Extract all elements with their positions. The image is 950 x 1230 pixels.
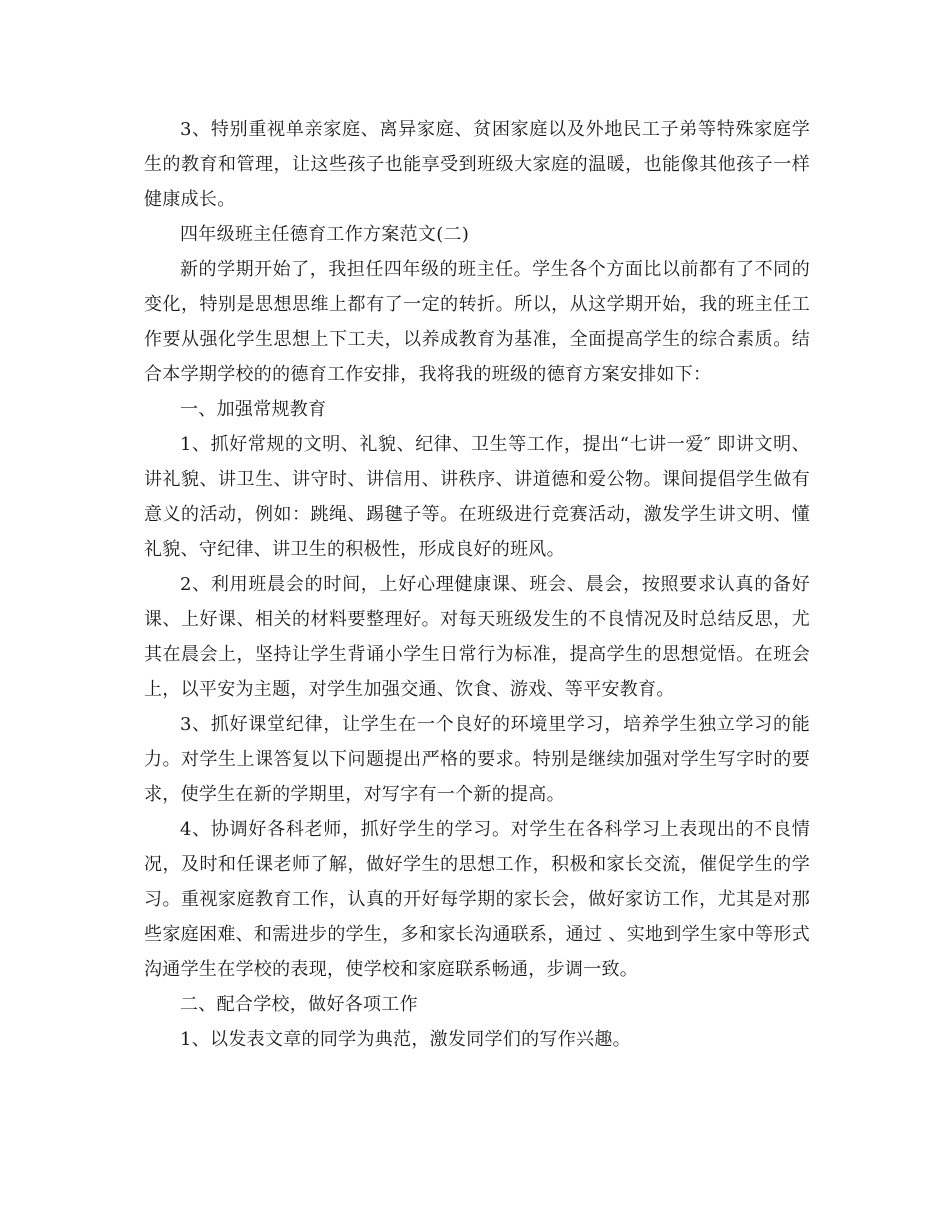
paragraph-writing-interest: 1、以发表文章的同学为典范，激发同学们的写作兴趣。 [180,1029,631,1050]
heading-routine-education: 一、加强常规教育 [180,399,327,420]
section-title: 四年级班主任德育工作方案范文(二) [180,224,470,245]
paragraph-item-2: 2、利用班晨会的时间，上好心理健康课、班会、晨会，按照要求认真的备好课、上好课、相关的材料要整理好。对每天班级发生的不良情况及时总结反思，尤其在晨会上，坚持让学生背诵小学生日常行为标准，提高学生的思想觉悟。在班会上，以平安为主题，对学生加强交通、饮食、游戏、等平安教育。 [144,574,810,700]
paragraph-special-families: 3、特别重视单亲家庭、离异家庭、贫困家庭以及外地民工子弟等特殊家庭学生的教育和管理，让这些孩子也能享受到班级大家庭的温暖，也能像其他孩子一样健康成长。 [144,119,810,210]
paragraph-item-4: 4、协调好各科老师，抓好学生的学习。对学生在各科学习上表现出的不良情况，及时和任课老师了解，做好学生的思想工作，积极和家长交流，催促学生的学习。重视家庭教育工作，认真的开好每学期的家长会，做好家访工作，尤其是对那些家庭困难、和需进步的学生，多和家长沟通联系，通过 、实地到学生家中等形式沟通学生在学校的表现，使学校和家庭联系畅通，步调一致。 [144,819,810,980]
paragraph-intro: 新的学期开始了，我担任四年级的班主任。学生各个方面比以前都有了不同的变化，特别是思想思维上都有了一定的转折。所以，从这学期开始，我的班主任工作要从强化学生思想上下工夫，以养成教育为基准，全面提高学生的综合素质。结合本学期学校的的德育工作安排，我将我的班级的德育方案安排如下： [144,259,810,385]
heading-cooperate-school: 二、配合学校，做好各项工作 [180,994,418,1015]
document-body [144,112,810,1057]
paragraph-item-1: 1、抓好常规的文明、礼貌、纪律、卫生等工作，提出“七讲一爱″ 即讲文明、讲礼貌、讲卫生、讲守时、讲信用、讲秩序、讲道德和爱公物。课间提倡学生做有意义的活动，例如：跳绳、踢毽子等。在班级进行竞赛活动，激发学生讲文明、懂礼貌、守纪律、讲卫生的积极性，形成良好的班风。 [144,434,810,560]
paragraph-item-3: 3、抓好课堂纪律，让学生在一个良好的环境里学习，培养学生独立学习的能力。对学生上课答复以下问题提出严格的要求。特别是继续加强对学生写字时的要求，使学生在新的学期里，对写字有一个新的提高。 [144,714,810,805]
